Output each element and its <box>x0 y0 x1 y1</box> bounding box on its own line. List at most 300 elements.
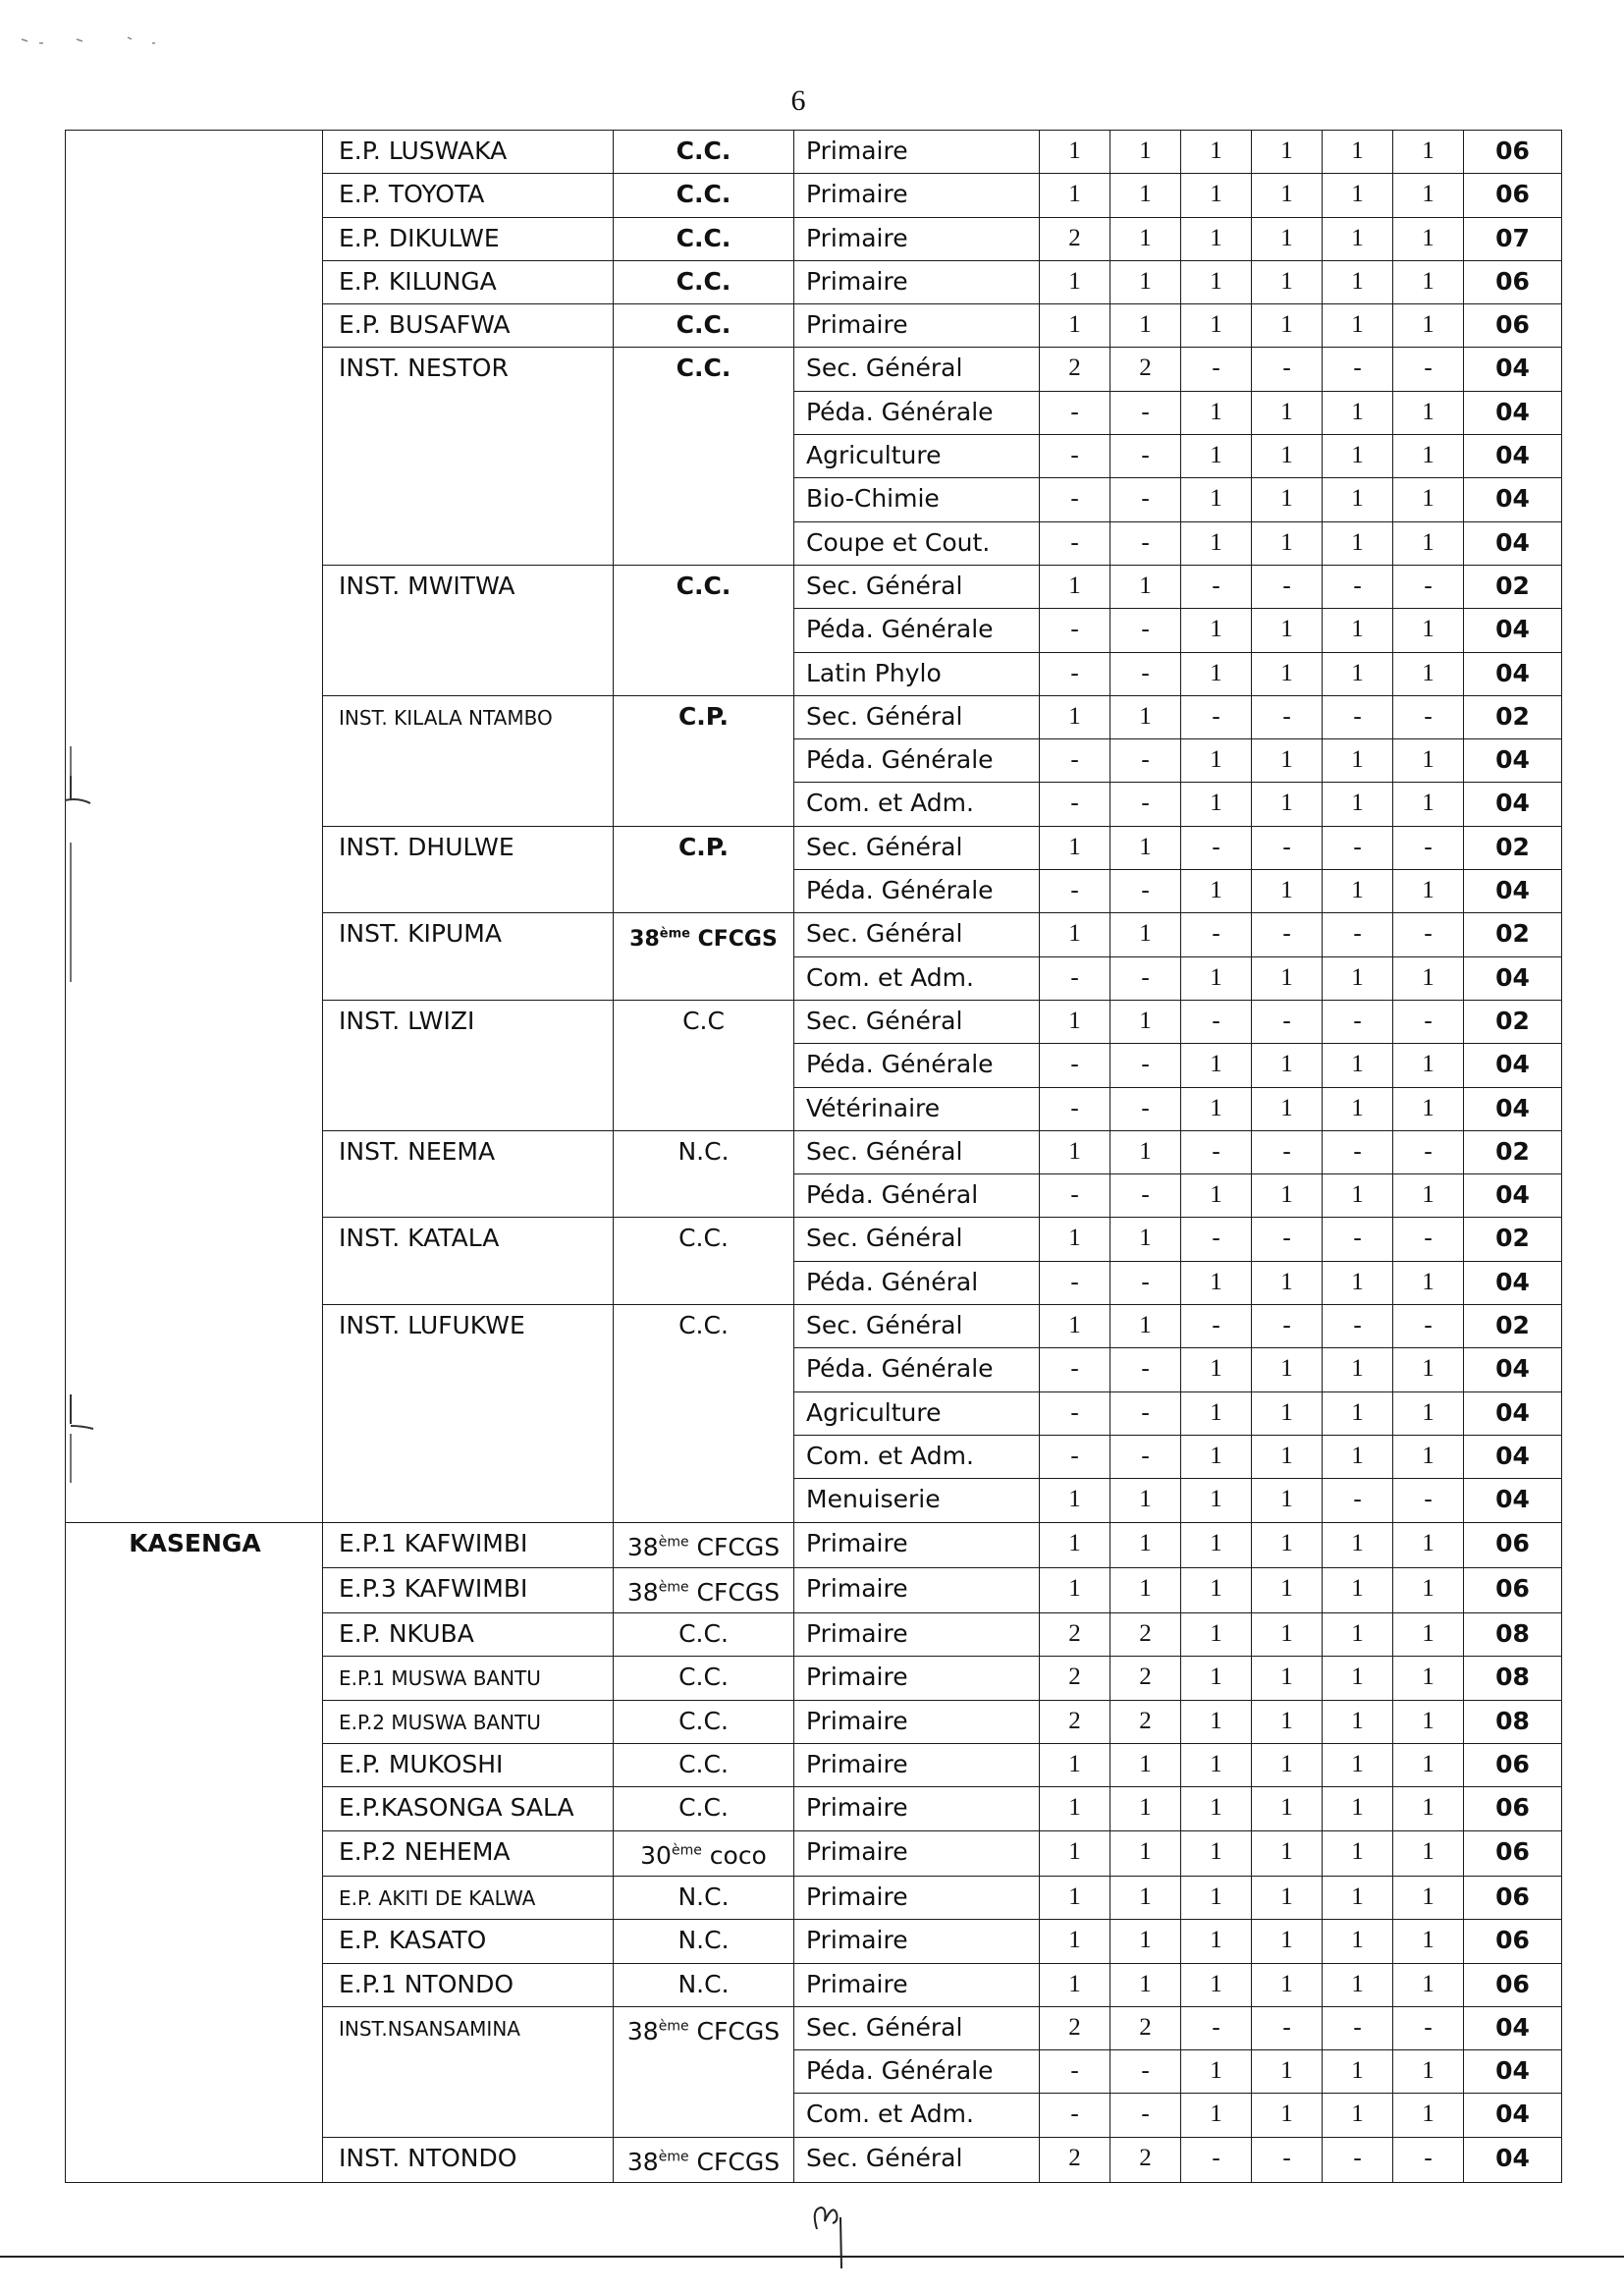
class-count-cell: 1 <box>1393 1876 1464 1919</box>
class-count-cell: 1 <box>1181 609 1252 652</box>
status-label: C.C <box>682 1006 725 1035</box>
class-count-cell: 1 <box>1252 1876 1323 1919</box>
class-count-cell: 1 <box>1181 1567 1252 1612</box>
class-count-cell: 1 <box>1393 1348 1464 1391</box>
class-count-cell: 1 <box>1323 1700 1393 1743</box>
class-count-cell: 1 <box>1393 131 1464 174</box>
status-cell <box>614 1000 794 1130</box>
class-count-cell: 1 <box>1393 1087 1464 1130</box>
school-name: INST. NEEMA <box>339 1136 496 1166</box>
class-count-cell: - <box>1040 1261 1110 1304</box>
region-cell <box>66 131 323 1523</box>
class-count-cell: 1 <box>1393 739 1464 783</box>
school-name-cell <box>323 1963 614 2006</box>
class-count-cell: 1 <box>1040 1479 1110 1522</box>
total-cell: 04 <box>1464 609 1562 652</box>
school-name-cell <box>323 174 614 217</box>
class-count-cell: - <box>1040 609 1110 652</box>
class-count-cell: 1 <box>1252 1700 1323 1743</box>
total-cell: 04 <box>1464 348 1562 391</box>
class-count-cell: 1 <box>1040 826 1110 869</box>
status-label: C.C. <box>676 310 731 340</box>
class-count-cell: 1 <box>1393 1963 1464 2006</box>
class-count-cell: 1 <box>1110 174 1181 217</box>
status-cell <box>614 1920 794 1963</box>
school-name: E.P. NKUBA <box>339 1619 474 1649</box>
class-count-cell: 1 <box>1040 260 1110 303</box>
total-cell: 04 <box>1464 2094 1562 2137</box>
class-count-cell: 1 <box>1110 260 1181 303</box>
class-count-cell: - <box>1252 565 1323 608</box>
class-count-cell: 1 <box>1393 1613 1464 1657</box>
section-cell: Primaire <box>794 1830 1040 1876</box>
status-label: 38ème CFCGS <box>629 926 778 952</box>
class-count-cell: 1 <box>1393 435 1464 478</box>
class-count-cell: 1 <box>1110 1830 1181 1876</box>
section-cell: Sec. Général <box>794 695 1040 738</box>
class-count-cell: 1 <box>1323 174 1393 217</box>
class-count-cell: 1 <box>1040 174 1110 217</box>
class-count-cell: - <box>1110 956 1181 1000</box>
class-count-cell: 1 <box>1181 1920 1252 1963</box>
class-count-cell: 1 <box>1252 131 1323 174</box>
class-count-cell: 1 <box>1252 783 1323 826</box>
status-cell <box>614 1787 794 1830</box>
class-count-cell: 1 <box>1252 1787 1323 1830</box>
class-count-cell: 1 <box>1110 1567 1181 1612</box>
class-count-cell: 1 <box>1110 1920 1181 1963</box>
total-cell: 02 <box>1464 565 1562 608</box>
section-cell: Latin Phylo <box>794 652 1040 695</box>
class-count-cell: 1 <box>1252 1920 1323 1963</box>
class-count-cell: 2 <box>1040 348 1110 391</box>
class-count-cell: 1 <box>1181 391 1252 434</box>
status-label: 30ème coco <box>640 1840 767 1870</box>
class-count-cell: 1 <box>1252 870 1323 913</box>
school-staffing-table <box>65 130 1562 2183</box>
class-count-cell: - <box>1252 695 1323 738</box>
class-count-cell: - <box>1040 1435 1110 1478</box>
class-count-cell: 1 <box>1323 260 1393 303</box>
total-cell: 04 <box>1464 1174 1562 1218</box>
class-count-cell: 1 <box>1323 217 1393 260</box>
school-name: INST. KIPUMA <box>339 919 502 949</box>
total-cell: 02 <box>1464 1305 1562 1348</box>
class-count-cell: - <box>1110 478 1181 521</box>
school-name-cell <box>323 2137 614 2182</box>
total-cell: 06 <box>1464 304 1562 348</box>
class-count-cell: - <box>1323 348 1393 391</box>
class-count-cell: - <box>1393 565 1464 608</box>
class-count-cell: 1 <box>1181 131 1252 174</box>
class-count-cell: 1 <box>1323 1657 1393 1700</box>
total-cell: 07 <box>1464 217 1562 260</box>
class-count-cell: - <box>1181 1305 1252 1348</box>
school-name-cell <box>323 217 614 260</box>
section-cell: Sec. Général <box>794 1000 1040 1043</box>
class-count-cell: 1 <box>1323 739 1393 783</box>
school-name: INST. KILALA NTAMBO <box>339 705 553 730</box>
class-count-cell: 1 <box>1393 1522 1464 1567</box>
class-count-cell: 1 <box>1323 1391 1393 1435</box>
class-count-cell: 1 <box>1181 304 1252 348</box>
section-cell: Com. et Adm. <box>794 956 1040 1000</box>
section-cell: Péda. Générale <box>794 870 1040 913</box>
class-count-cell: - <box>1110 1261 1181 1304</box>
class-count-cell: - <box>1181 1218 1252 1261</box>
class-count-cell: 2 <box>1040 1700 1110 1743</box>
section-cell: Sec. Général <box>794 1130 1040 1173</box>
class-count-cell: - <box>1323 826 1393 869</box>
section-cell: Vétérinaire <box>794 1087 1040 1130</box>
class-count-cell: - <box>1110 1391 1181 1435</box>
class-count-cell: 1 <box>1181 1876 1252 1919</box>
status-cell <box>614 1744 794 1787</box>
section-cell: Sec. Général <box>794 2006 1040 2049</box>
class-count-cell: 1 <box>1252 2094 1323 2137</box>
status-label: C.C. <box>676 136 731 165</box>
total-cell: 06 <box>1464 260 1562 303</box>
class-count-cell: - <box>1110 521 1181 565</box>
class-count-cell: - <box>1040 1391 1110 1435</box>
school-name-cell <box>323 1567 614 1612</box>
school-name-cell <box>323 1876 614 1919</box>
total-cell: 08 <box>1464 1613 1562 1657</box>
class-count-cell: 1 <box>1323 2094 1393 2137</box>
class-count-cell: - <box>1393 695 1464 738</box>
section-cell: Sec. Général <box>794 565 1040 608</box>
status-cell <box>614 304 794 348</box>
status-label: C.C. <box>676 223 731 252</box>
status-cell <box>614 1700 794 1743</box>
school-name: E.P.2 MUSWA BANTU <box>339 1710 541 1734</box>
class-count-cell: 2 <box>1110 1700 1181 1743</box>
class-count-cell: 1 <box>1252 478 1323 521</box>
class-count-cell: 1 <box>1252 739 1323 783</box>
total-cell: 04 <box>1464 652 1562 695</box>
class-count-cell: - <box>1323 1305 1393 1348</box>
class-count-cell: 1 <box>1252 1479 1323 1522</box>
school-name-cell <box>323 565 614 695</box>
section-cell: Péda. Générale <box>794 391 1040 434</box>
class-count-cell: 1 <box>1393 478 1464 521</box>
class-count-cell: 1 <box>1323 1744 1393 1787</box>
class-count-cell: 1 <box>1181 521 1252 565</box>
status-cell <box>614 1218 794 1305</box>
class-count-cell: 1 <box>1040 131 1110 174</box>
class-count-cell: 1 <box>1181 260 1252 303</box>
class-count-cell: - <box>1040 478 1110 521</box>
section-cell: Com. et Adm. <box>794 2094 1040 2137</box>
class-count-cell: 1 <box>1040 913 1110 956</box>
status-cell <box>614 1657 794 1700</box>
class-count-cell: 1 <box>1181 1348 1252 1391</box>
class-count-cell: - <box>1323 1000 1393 1043</box>
class-count-cell: - <box>1110 391 1181 434</box>
total-cell: 04 <box>1464 956 1562 1000</box>
section-cell: Péda. Générale <box>794 739 1040 783</box>
class-count-cell: - <box>1252 348 1323 391</box>
status-label: 38ème CFCGS <box>626 1532 781 1561</box>
class-count-cell: 1 <box>1110 1479 1181 1522</box>
class-count-cell: 1 <box>1252 1391 1323 1435</box>
class-count-cell: 1 <box>1323 1522 1393 1567</box>
class-count-cell: 1 <box>1181 2094 1252 2137</box>
class-count-cell: 1 <box>1393 521 1464 565</box>
class-count-cell: 1 <box>1323 1567 1393 1612</box>
class-count-cell: 1 <box>1110 131 1181 174</box>
class-count-cell: 1 <box>1393 1830 1464 1876</box>
school-name: INST. MWITWA <box>339 571 515 600</box>
class-count-cell: 1 <box>1252 1435 1323 1478</box>
status-cell <box>614 217 794 260</box>
total-cell: 04 <box>1464 1348 1562 1391</box>
class-count-cell: - <box>1181 826 1252 869</box>
class-count-cell: - <box>1040 1044 1110 1087</box>
class-count-cell: - <box>1110 783 1181 826</box>
class-count-cell: 1 <box>1181 217 1252 260</box>
class-count-cell: 1 <box>1110 217 1181 260</box>
class-count-cell: 1 <box>1181 1522 1252 1567</box>
class-count-cell: 1 <box>1110 1963 1181 2006</box>
class-count-cell: - <box>1252 1130 1323 1173</box>
class-count-cell: 1 <box>1393 870 1464 913</box>
class-count-cell: 1 <box>1181 1391 1252 1435</box>
total-cell: 04 <box>1464 1479 1562 1522</box>
school-name: INST. LWIZI <box>339 1006 475 1035</box>
class-count-cell: 1 <box>1393 1700 1464 1743</box>
section-cell: Coupe et Cout. <box>794 521 1040 565</box>
class-count-cell: 1 <box>1110 695 1181 738</box>
class-count-cell: 2 <box>1110 1613 1181 1657</box>
class-count-cell: 2 <box>1110 348 1181 391</box>
class-count-cell: 1 <box>1393 174 1464 217</box>
table-row <box>66 131 1562 174</box>
class-count-cell: 1 <box>1181 739 1252 783</box>
class-count-cell: - <box>1110 652 1181 695</box>
class-count-cell: 1 <box>1181 174 1252 217</box>
school-name: E.P.3 KAFWIMBI <box>339 1573 528 1603</box>
class-count-cell: 1 <box>1252 1657 1323 1700</box>
class-count-cell: 1 <box>1393 783 1464 826</box>
section-cell: Primaire <box>794 131 1040 174</box>
class-count-cell: 2 <box>1040 1657 1110 1700</box>
class-count-cell: - <box>1323 913 1393 956</box>
class-count-cell: 1 <box>1323 1963 1393 2006</box>
school-name-cell <box>323 1830 614 1876</box>
class-count-cell: - <box>1040 2094 1110 2137</box>
class-count-cell: 1 <box>1040 304 1110 348</box>
class-count-cell: - <box>1040 521 1110 565</box>
class-count-cell: 1 <box>1181 1613 1252 1657</box>
class-count-cell: 1 <box>1181 1830 1252 1876</box>
class-count-cell: 1 <box>1252 1613 1323 1657</box>
class-count-cell: - <box>1040 870 1110 913</box>
total-cell: 06 <box>1464 1876 1562 1919</box>
total-cell: 06 <box>1464 131 1562 174</box>
class-count-cell: - <box>1110 435 1181 478</box>
class-count-cell: 1 <box>1252 1261 1323 1304</box>
status-label: 38ème CFCGS <box>626 2017 781 2046</box>
class-count-cell: - <box>1040 652 1110 695</box>
school-name-cell <box>323 913 614 1001</box>
class-count-cell: - <box>1040 956 1110 1000</box>
total-cell: 06 <box>1464 1567 1562 1612</box>
school-name-cell <box>323 1920 614 1963</box>
status-label: C.P. <box>677 832 730 861</box>
status-cell <box>614 1963 794 2006</box>
class-count-cell: - <box>1040 1174 1110 1218</box>
school-name-cell <box>323 2006 614 2137</box>
class-count-cell: 1 <box>1323 652 1393 695</box>
section-cell: Com. et Adm. <box>794 1435 1040 1478</box>
class-count-cell: - <box>1252 1000 1323 1043</box>
total-cell: 04 <box>1464 2006 1562 2049</box>
class-count-cell: 1 <box>1181 1963 1252 2006</box>
class-count-cell: 1 <box>1393 217 1464 260</box>
class-count-cell: 1 <box>1110 565 1181 608</box>
class-count-cell: 1 <box>1040 1787 1110 1830</box>
section-cell: Sec. Général <box>794 826 1040 869</box>
class-count-cell: - <box>1252 1218 1323 1261</box>
school-name: INST. NESTOR <box>339 354 509 383</box>
class-count-cell: 1 <box>1181 1435 1252 1478</box>
section-cell: Primaire <box>794 1963 1040 2006</box>
total-cell: 02 <box>1464 913 1562 956</box>
class-count-cell: 1 <box>1323 1174 1393 1218</box>
class-count-cell: 1 <box>1393 609 1464 652</box>
status-label: C.C. <box>678 1663 729 1692</box>
class-count-cell: 1 <box>1110 1522 1181 1567</box>
class-count-cell: 1 <box>1110 1130 1181 1173</box>
class-count-cell: 1 <box>1252 304 1323 348</box>
class-count-cell: 1 <box>1393 1391 1464 1435</box>
status-cell <box>614 565 794 695</box>
class-count-cell: 1 <box>1323 1613 1393 1657</box>
class-count-cell: 2 <box>1110 1657 1181 1700</box>
class-count-cell: 1 <box>1323 1087 1393 1130</box>
class-count-cell: 1 <box>1252 609 1323 652</box>
school-name: E.P. MUKOSHI <box>339 1750 504 1779</box>
school-name: INST.NSANSAMINA <box>339 2016 520 2041</box>
total-cell: 02 <box>1464 695 1562 738</box>
class-count-cell: 1 <box>1181 1174 1252 1218</box>
class-count-cell: - <box>1110 1348 1181 1391</box>
section-cell: Com. et Adm. <box>794 783 1040 826</box>
class-count-cell: - <box>1181 695 1252 738</box>
class-count-cell: 1 <box>1181 1700 1252 1743</box>
class-count-cell: 1 <box>1040 1305 1110 1348</box>
section-cell: Primaire <box>794 1657 1040 1700</box>
class-count-cell: - <box>1323 1218 1393 1261</box>
total-cell: 08 <box>1464 1700 1562 1743</box>
class-count-cell: 1 <box>1181 1044 1252 1087</box>
status-cell <box>614 695 794 826</box>
class-count-cell: 1 <box>1252 1963 1323 2006</box>
status-label: N.C. <box>677 1136 730 1166</box>
class-count-cell: 1 <box>1323 1830 1393 1876</box>
class-count-cell: 1 <box>1323 478 1393 521</box>
class-count-cell: - <box>1040 783 1110 826</box>
class-count-cell: 1 <box>1040 695 1110 738</box>
class-count-cell: 1 <box>1393 2094 1464 2137</box>
class-count-cell: 1 <box>1040 1522 1110 1567</box>
status-label: N.C. <box>677 1882 730 1911</box>
school-name: E.P.2 NEHEMA <box>339 1836 511 1866</box>
class-count-cell: 1 <box>1252 435 1323 478</box>
total-cell: 04 <box>1464 1044 1562 1087</box>
status-label: C.P. <box>677 701 730 731</box>
class-count-cell: 1 <box>1110 1876 1181 1919</box>
class-count-cell: 1 <box>1323 1876 1393 1919</box>
class-count-cell: 1 <box>1181 783 1252 826</box>
class-count-cell: - <box>1110 1174 1181 1218</box>
class-count-cell: - <box>1393 1305 1464 1348</box>
school-name: E.P. LUSWAKA <box>339 136 508 165</box>
class-count-cell: 1 <box>1323 609 1393 652</box>
class-count-cell: 1 <box>1393 260 1464 303</box>
class-count-cell: 1 <box>1040 1000 1110 1043</box>
status-label: C.C. <box>678 1750 729 1779</box>
total-cell: 04 <box>1464 1391 1562 1435</box>
class-count-cell: - <box>1252 2006 1323 2049</box>
section-cell: Primaire <box>794 260 1040 303</box>
total-cell: 02 <box>1464 1000 1562 1043</box>
class-count-cell: 1 <box>1323 435 1393 478</box>
class-count-cell: - <box>1393 913 1464 956</box>
status-label: N.C. <box>677 1969 730 1998</box>
total-cell: 06 <box>1464 1744 1562 1787</box>
class-count-cell: - <box>1393 826 1464 869</box>
class-count-cell: - <box>1110 2094 1181 2137</box>
class-count-cell: 1 <box>1040 1876 1110 1919</box>
footer-rule <box>0 2256 1624 2258</box>
class-count-cell: 1 <box>1393 391 1464 434</box>
school-name-cell <box>323 304 614 348</box>
total-cell: 06 <box>1464 1963 1562 2006</box>
school-name: E.P.KASONGA SALA <box>339 1793 574 1823</box>
class-count-cell: - <box>1040 391 1110 434</box>
class-count-cell: - <box>1181 348 1252 391</box>
class-count-cell: - <box>1110 870 1181 913</box>
class-count-cell: - <box>1252 1305 1323 1348</box>
school-name: E.P. TOYOTA <box>339 180 485 209</box>
section-cell: Sec. Général <box>794 1305 1040 1348</box>
class-count-cell: 1 <box>1393 1261 1464 1304</box>
class-count-cell: - <box>1323 2137 1393 2182</box>
class-count-cell: 1 <box>1110 1305 1181 1348</box>
class-count-cell: - <box>1252 826 1323 869</box>
class-count-cell: 1 <box>1323 521 1393 565</box>
class-count-cell: - <box>1393 1000 1464 1043</box>
section-cell: Bio-Chimie <box>794 478 1040 521</box>
section-cell: Péda. Général <box>794 1174 1040 1218</box>
status-cell <box>614 260 794 303</box>
total-cell: 04 <box>1464 1435 1562 1478</box>
school-name-cell <box>323 1522 614 1567</box>
status-cell <box>614 1522 794 1567</box>
class-count-cell: 1 <box>1252 174 1323 217</box>
status-cell <box>614 1130 794 1218</box>
class-count-cell: - <box>1252 913 1323 956</box>
class-count-cell: - <box>1110 609 1181 652</box>
class-count-cell: 1 <box>1181 956 1252 1000</box>
class-count-cell: - <box>1393 348 1464 391</box>
status-label: 38ème CFCGS <box>626 1578 781 1608</box>
section-cell: Péda. Général <box>794 1261 1040 1304</box>
class-count-cell: 1 <box>1110 913 1181 956</box>
status-cell <box>614 2137 794 2182</box>
